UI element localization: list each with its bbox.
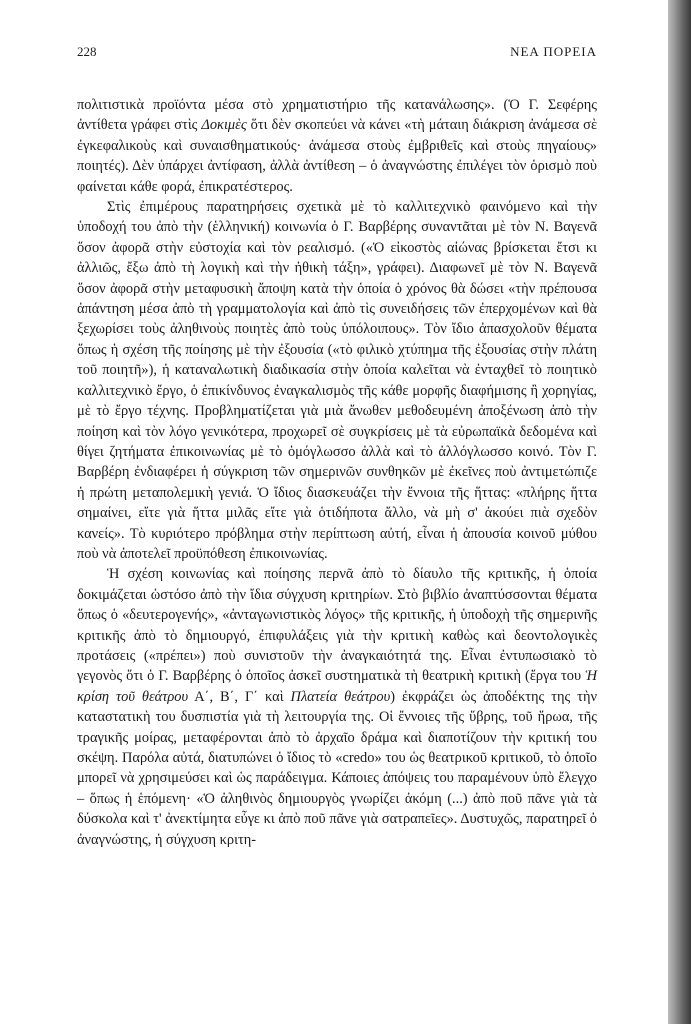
text-segment: Ἡ σχέση κοινωνίας καὶ ποίησης περνᾶ ἀπὸ τὸ δίαυλο τῆς κριτικῆς, ἡ ὁποία δοκιμάζεται ὡστόσο ἀπὸ τὴν ἴδια σύγχυση κριτηρίων. Στὸ βιβλίο ἀναπτύσσονται θέματα ὅπως ὁ «δευτερογενής», «ἀνταγωνιστικὸς λόγος» τῆς κριτικῆς, ἡ ὑποδοχὴ τῆς σημερινῆς κριτικῆς ἀπὸ τὸ δημιουργό, ἐπιφυλάξεις γιὰ τὴν κριτικὴ καθὼς καὶ δεοντολογικὲς προτάσεις («πρέπει») ποὺ συνιστοῦν τὴν ἀναγκαιότητά της. Εἶναι ἐντυπωσιακὸ τὸ γεγονὸς ὅτι ὁ Γ. Βαρβέρης ὁ ὁποῖος ἀσκεῖ συστηματικὰ τὴ θεατρικὴ κριτικὴ (ἔργα του bbox=[77, 566, 597, 685]
text-segment: ) ἐκφράζει ὡς ἀποδέκτης της τὴν καταστατικὴ του δυσπιστία γιὰ τὴ λειτουργία της. Οἱ ἔννοιες τῆς ὕβρης, τοῦ ἥρωα, τῆς τραγικῆς μοίρας, μεταφέρονται ἀπὸ τὸ ἀρχαῖο δράμα καὶ διαποτίζουν τὴν κριτική του σκέψη. Παρόλα αὐτά, διατυπώνει ὁ ἴδιος τὸ «credo» του ὡς θεατρικοῦ κριτικοῦ, τὸ ὁποῖο μπορεῖ νὰ χρησιμεύσει καὶ ὡς παράδειγμα. Κάποιες ἀπόψεις του παραμένουν ὑπὸ ἔλεγχο – ὅπως ἡ ἑπόμενη· «Ὁ ἀληθινὸς δημιουργὸς γνωρίζει ἀκόμη (...) ἀπὸ ποῦ πᾶνε γιὰ τὰ δύσκολα καὶ τ' ἀνεκτίμητα εὖγε κι ἀπὸ ποῦ πᾶνε γιὰ σατραπεῖες». Δυστυχῶς, παρατηρεῖ ὁ ἀναγνώστης, ἡ σύγχυση κριτη- bbox=[77, 688, 597, 848]
text-segment: Στὶς ἐπιμέρους παρατηρήσεις σχετικὰ μὲ τὸ καλλιτεχνικὸ φαινόμενο καὶ τὴν ὑποδοχή του ἀπὸ τὴν (ἑλληνική) κοινωνία ὁ Γ. Βαρβέρης συναντᾶται μὲ τὸν Ν. Βαγενᾶ ὅσον ἀφορᾶ στὴν εὐστοχία καὶ τὸν ρεαλισμό. («Ὁ εἰκοστὸς αἰώνας βρίσκεται ἔτσι κι ἀλλιῶς, ἔξω ἀπὸ τὴ λογικὴ καὶ τὴν ἠθικὴ τάξη», γράφει). Διαφωνεῖ μὲ τὸν Ν. Βαγενᾶ ὅσον ἀφορᾶ στὴν μεταφυσικὴ ἄποψη κατὰ τὴν ὁποία ὁ χρόνος θὰ δώσει «τὴν πρέπουσα ἀπάντηση μέσα ἀπὸ τὴ γραμματολογία καὶ ἀπὸ τὶς συνειδήσεις τῶν ἐπερχομένων καὶ θὰ ξεχωρίσει τοὺς ἀληθινοὺς ποιητὲς ἀπὸ τοὺς ὑπόλοιπους». Τὸν ἴδιο ἀπασχολοῦν θέματα ὅπως ἡ σχέση τῆς ποίησης μὲ τὴν ἐξουσία («τὸ φιλικὸ χτύπημα τῆς ἐξουσίας στὴν πλάτη τοῦ ποιητῆ»), ἡ καταναλωτικὴ διαδικασία στὴν ὁποία καλεῖται νὰ ἐνταχθεῖ τὸ ποιητικὸ καλλιτεχνικὸ ἔργο, ὁ ἐπικίνδυνος ἐναγκαλισμὸς τῆς κάθε μορφῆς διαφήμισης ἢ χορηγίας, μὲ τὸ ἔργο τέχνης. Προβληματίζεται γιὰ μιὰ ἄνωθεν μεθοδευμένη ἀποξένωση ἀπὸ τὴν ποίηση καὶ τὸν λόγο γενικότερα, προχωρεῖ σὲ συγκρίσεις μὲ τὰ εὐρωπαϊκὰ δεδομένα καὶ θίγει ζητήματα ἐπικοινωνίας μὲ τὸ ὁμόγλωσσο ἀλλὰ καὶ τὸ ἀλλόγλωσσο κοινό. Τὸν Γ. Βαρβέρη ἐνδιαφέρει ἡ σύγκριση τῶν σημερινῶν συνθηκῶν μὲ ἐκεῖνες ποὺ ἀντιμετώπιζε ἡ πρώτη μεταπολεμικὴ γενιά. Ὁ ἴδιος διασκευάζει τὴν ἔννοια τῆς ἥττας: «πλήρης ἥττα σημαίνει, εἴτε γιὰ ἥττα μιλᾶς εἴτε γιὰ ὁτιδήποτα ἄλλο, νὰ μὴ σ' ἀκούει πιὰ σχεδὸν κανείς». Τὸ κυριότερο πρόβλημα στὴν περίπτωση αὐτή, εἶναι ἡ ἀπουσία κοινοῦ μύθου ποὺ νὰ ἀποτελεῖ προϋπόθεση ἐπικοινωνίας. bbox=[77, 199, 597, 562]
italic-title: Πλατεία θεάτρου bbox=[290, 688, 391, 705]
running-title: ΝΕΑ ΠΟΡΕΙΑ bbox=[510, 44, 597, 59]
page-number: 228 bbox=[77, 44, 97, 59]
page-edge-shadow bbox=[668, 0, 691, 1024]
text-segment: πολιτιστικὰ προϊόντα μέσα στὸ χρηματιστήριο τῆς κατανάλωσης». (Ὁ Γ. Σεφέρης ἀντίθετα γράφει στὶς bbox=[77, 97, 597, 134]
text-segment: ὅτι δὲν σκοπεύει νὰ κάνει «τὴ μάταιη διάκριση ἀνάμεσα σὲ ἐγκεφαλικοὺς καὶ συναισθηματικούς· ἀνάμεσα στοὺς ἐμβριθεῖς καὶ στοὺς πηγαίους» ποιητές). Δὲν ὑπάρχει ἀντίφαση, ἀλλὰ ἀντίθεση – ὁ ἀναγνώστης ἐπιλέγει τὸν ὁρισμὸ ποὺ φαίνεται κάθε φορά, ἐπικρατέστερος. bbox=[77, 117, 597, 195]
italic-title: Δοκιμὲς bbox=[201, 117, 247, 134]
paragraph-2 bbox=[77, 197, 597, 564]
paragraph-3 bbox=[77, 564, 597, 850]
text-segment: Α΄, Β΄, Γ΄ καὶ bbox=[188, 688, 291, 705]
italic-title: Ἡ κρίση τοῦ θεάτρου bbox=[77, 668, 597, 705]
paragraph-1 bbox=[77, 95, 597, 197]
body-text bbox=[77, 95, 597, 850]
